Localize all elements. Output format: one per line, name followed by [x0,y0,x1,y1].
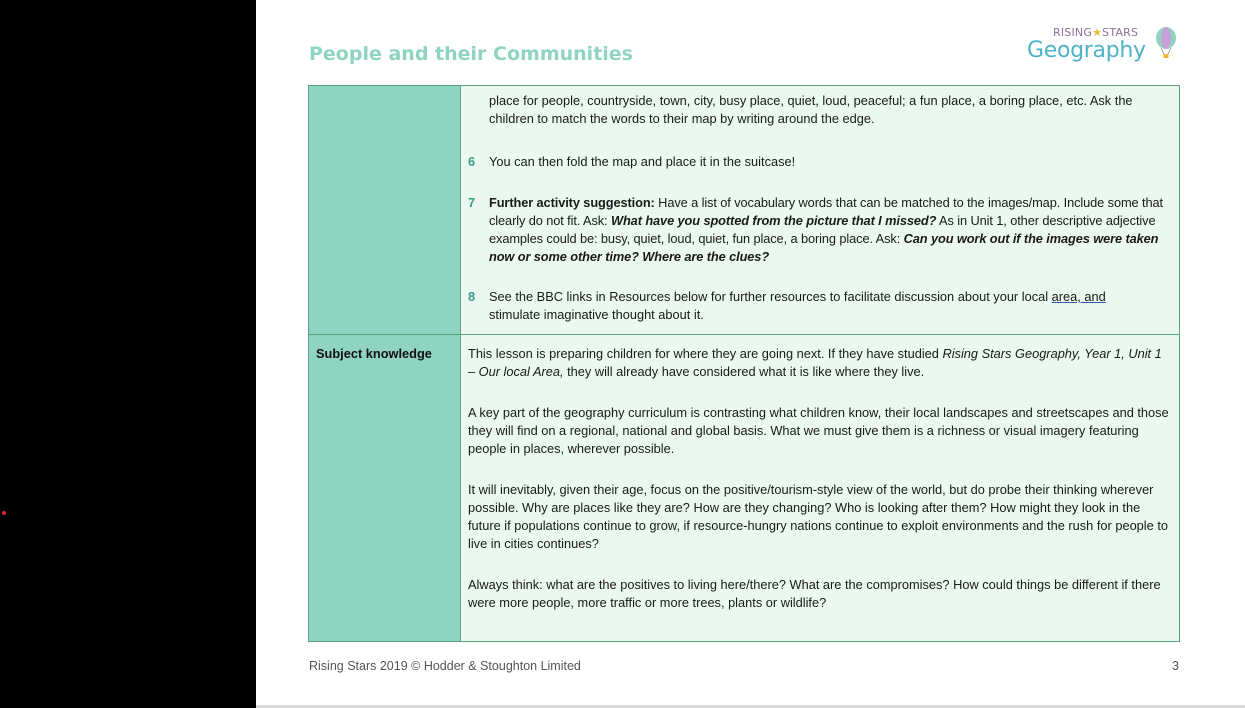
list-item-text: See the BBC links in Resources below for further resources to facilitate discussion about your local area, and stimulate imaginative thought about it. [489,289,1106,322]
cursor-dot [2,511,6,515]
rising-stars-geography-logo [1027,24,1187,68]
list-item-number: 7 [468,195,476,210]
question-text: Can you work out if the images were taken now or some other time? Where are the clues? [489,231,1159,264]
logo-brand-main: Geography [1027,38,1146,63]
label-column [309,86,461,641]
unit-reference: Rising Stars Geography, Year 1, Unit 1 – Our local Area, [468,346,1162,379]
list-item-text: You can then fold the map and place it in the suitcase! [489,154,796,169]
footer-copyright: Rising Stars 2019 © Hodder & Stoughton Limited [309,659,581,673]
question-text: What have you spotted from the picture that I missed? [610,213,937,228]
resource-link[interactable]: area, and [1051,289,1106,304]
page-number: 3 [1172,659,1179,673]
list-item-number: 6 [468,154,476,169]
bold-lead: Further activity suggestion: [489,195,655,210]
row-divider [309,334,1179,335]
list-item-continued: place for people, countryside, town, city, busy place, quiet, loud, peaceful; a fun place, a boring place, etc. Ask the children to match the words to their map by writing around the edge. [489,93,1133,126]
paragraph: A key part of the geography curriculum is contrasting what children know, their local landscapes and streetscapes and those they will find on a regional, national and global basis. What we must give them is a richness or visual imagery featuring people in places, wherever possible. [468,405,1169,456]
list-item-number: 8 [468,289,476,304]
paragraph: Always think: what are the positives to living here/there? What are the compromises? How could things be different if there were more people, more traffic or more trees, plants or wildlife? [468,577,1161,610]
lesson-table [308,85,1180,642]
page-title: People and their Communities [309,43,633,65]
row-label-subject-knowledge: Subject knowledge [316,346,432,361]
paragraph: It will inevitably, given their age, focus on the positive/tourism-style view of the world, but do probe their thinking wherever possible. Why are places like they are? How are they changing? Who is looking after them? How might they look in the future if populations continue to grow, if resource-hungry nations continue to exploit environments and the rush for people to live in cities continues? [468,482,1168,551]
list-item-text: Further activity suggestion: Have a list of vocabulary words that can be matched to the images/map. Include some that clearly do not fit. Ask: What have you spotted from the picture that I missed? As in Unit 1, other descriptive adjective examples could be: busy, quiet, loud, quiet, fun place, a boring place. Ask: Can you work out if the images were taken now or some other time? Where are the clues? [489,195,1163,264]
viewer-left-pane [0,0,256,708]
paragraph: This lesson is preparing children for where they are going next. If they have studied Rising Stars Geography, Year 1, Unit 1 – Our local Area, they will already have considered what it is like where they live. [468,346,1162,379]
document-page [256,0,1245,705]
logo-brand-top: RISING★STARS [1053,26,1139,39]
hot-air-balloon-icon [1154,27,1178,61]
